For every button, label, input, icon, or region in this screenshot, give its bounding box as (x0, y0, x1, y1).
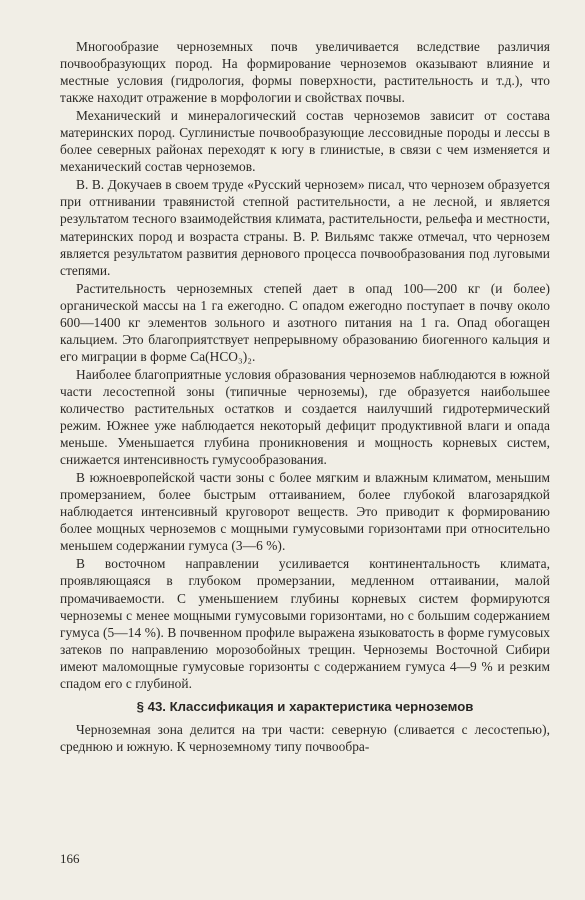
paragraph-after-heading: Черноземная зона делится на три части: северную (сливается с лесостепью), среднюю и южную. К черноземному типу почвообра- (60, 721, 550, 754)
paragraph-5: Наиболее благоприятные условия образования черноземов наблюдаются в южной части лесостепной зоны (типичные черноземы), где образуется наибольшее количество растительных остатков и создается наилучший гидротермический режим. Южнее уже наблюдается некоторый дефицит продуктивной влаги и опада меньше. Уменьшается глубина проникновения и мощность корневых систем, снижается интенсивность гумусообразования. (60, 366, 550, 468)
paragraph-1: Многообразие черноземных почв увеличивается вследствие различия почвообразующих пород. На формирование черноземов оказывают влияние и местные условия (гидрология, формы поверхности, растительность и т.д.), что также находит отражение в морфологии и свойствах почвы. (60, 39, 550, 106)
page-number: 166 (60, 851, 80, 866)
paragraph-4: Растительность черноземных степей дает в опад 100—200 кг (и более) органической массы на 1 га ежегодно. С опадом ежегодно поступает в почву около 600—1400 кг элементов зольного и азотного питания на 1 га. Опад обогащен кальцием. Это благоприятствует непрерывному образованию биогенного кальция и его миграции в форме Ca(HCO₃)₂. (60, 280, 550, 364)
paragraph-3: В. В. Докучаев в своем труде «Русский чернозем» писал, что чернозем образуется при отгнивании травянистой степной растительности, а не лесной, и является результатом тесного взаимодействия климата, растительности, рельефа и местности, материнских пород и возраста страны. В. Р. Вильямс также отмечал, что чернозем является результатом развития дернового процесса почвообразования под луговыми степями. (60, 177, 550, 278)
paragraph-2: Механический и минералогический состав черноземов зависит от состава материнских пород. Суглинистые почвообразующие лессовидные породы и лессы в более северных районах переходят к югу в глинистые, в связи с чем изменяется и механический состав черноземов. (60, 108, 550, 175)
section-heading: § 43. Классификация и характеристика черноземов (136, 698, 474, 714)
paragraph-7: В восточном направлении усиливается континентальность климата, проявляющаяся в глубоком промерзании, медленном оттаивании, малой промачиваемости. С уменьшением глубины корневых систем формируются черноземы с менее мощными гумусовыми горизонтами, но с большим содержанием гумуса (5—14 %). В почвенном профиле выражена языковатость в форме гумусовых затеков по направлению морозобойных трещин. Черноземы Восточной Сибири имеют маломощные гумусовые горизонты с содержанием гумуса 4—9 % и резким спадом его с глубиной. (60, 556, 550, 691)
text-block (60, 38, 550, 755)
paragraph-6: В южноевропейской части зоны с более мягким и влажным климатом, меньшим промерзанием, более быстрым оттаиванием, более глубокой влагозарядкой наблюдается интенсивный круговорот веществ. Это приводит к формированию более мощных черноземов с мощными гумусовыми горизонтами при относительно меньшем содержании гумуса (3—6 %). (60, 470, 550, 554)
